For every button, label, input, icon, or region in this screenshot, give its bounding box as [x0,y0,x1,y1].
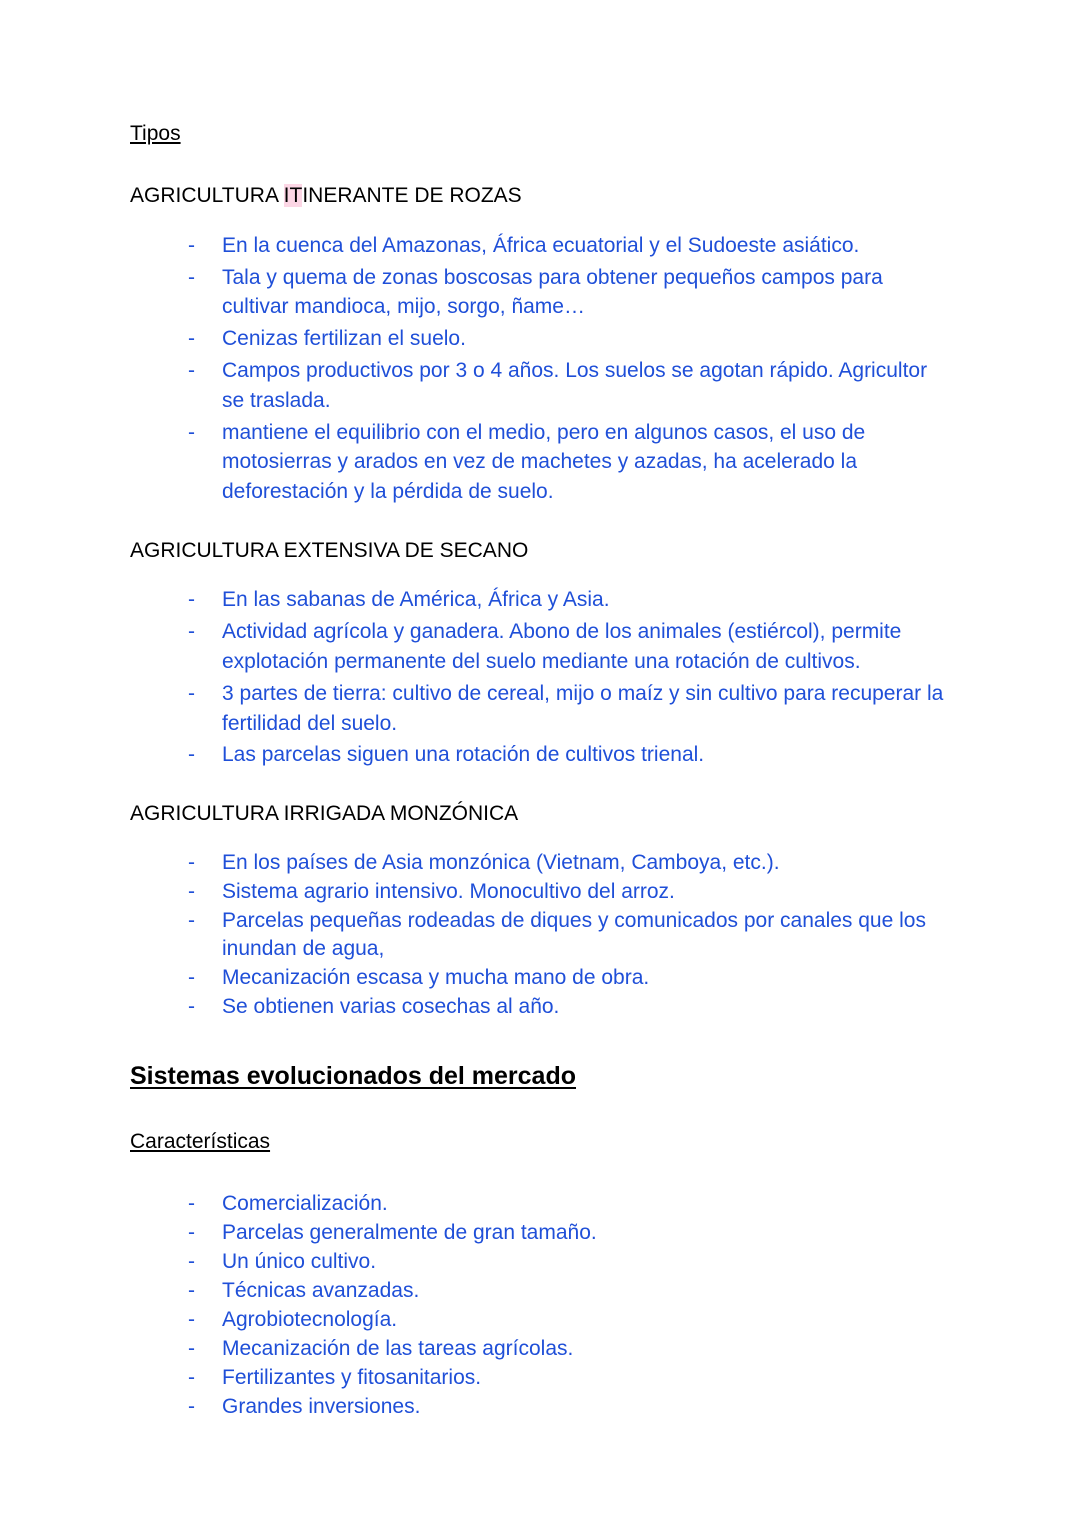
heading-agricultura-irrigada-monzonica [130,800,950,828]
heading-text-pre: AGRICULTURA [130,184,284,208]
list-item: - Agrobiotecnología. [160,1306,950,1335]
list-item: - mantiene el equilibrio con el medio, pero en algunos casos, el uso de motosierras y arados en vez de machetes y azadas, ha acelerado la deforestación y la pérdida de suelo. [160,418,950,507]
heading-sistemas-evolucionados: Sistemas evolucionados del mercado [130,1062,576,1091]
list-agricultura-itinerante [130,231,950,507]
list-item: - Sistema agrario intensivo. Monocultivo del arroz. [160,878,950,907]
list-item: - Parcelas pequeñas rodeadas de diques y comunicados por canales que los inundan de agua, [160,907,950,965]
list-agricultura-extensiva-secano [130,585,950,770]
list-item: - Técnicas avanzadas. [160,1277,950,1306]
heading-highlight: IT [283,184,303,208]
list-item: - Campos productivos por 3 o 4 años. Los suelos se agotan rápido. Agricultor se traslada. [160,356,950,416]
section-label-caracteristicas: Características [130,1130,271,1154]
list-item: - Las parcelas siguen una rotación de cultivos trienal. [160,740,950,770]
list-item: - Mecanización de las tareas agrícolas. [160,1335,950,1364]
list-item: - Tala y quema de zonas boscosas para obtener pequeños campos para cultivar mandioca, mijo, sorgo, ñame… [160,263,950,323]
list-caracteristicas [130,1190,950,1422]
list-item: - Cenizas fertilizan el suelo. [160,324,950,354]
heading-text-pre: AGRICULTURA IRRIGADA MONZÓNICA [130,802,519,826]
list-item: - Actividad agrícola y ganadera. Abono de los animales (estiércol), permite explotación permanente del suelo mediante una rotación de cultivos. [160,617,950,677]
list-item: - Comercialización. [160,1190,950,1219]
list-item: - Se obtienen varias cosechas al año. [160,993,950,1022]
heading-agricultura-extensiva-secano [130,537,950,565]
heading-agricultura-itinerante [130,182,950,210]
list-item: - 3 partes de tierra: cultivo de cereal, mijo o maíz y sin cultivo para recuperar la fertilidad del suelo. [160,679,950,739]
list-item: - Grandes inversiones. [160,1393,950,1422]
list-item: - Fertilizantes y fitosanitarios. [160,1364,950,1393]
list-item: - En la cuenca del Amazonas, África ecuatorial y el Sudoeste asiático. [160,231,950,261]
list-item: - Mecanización escasa y mucha mano de obra. [160,964,950,993]
list-item: - Un único cultivo. [160,1248,950,1277]
section-label-tipos: Tipos [130,122,181,145]
list-item: - En los países de Asia monzónica (Vietnam, Camboya, etc.). [160,849,950,878]
heading-text-post: INERANTE DE ROZAS [302,184,522,208]
list-agricultura-irrigada-monzonica [130,849,950,1023]
heading-text-pre: AGRICULTURA EXTENSIVA DE SECANO [130,539,529,562]
list-item: - En las sabanas de América, África y Asia. [160,585,950,615]
list-item: - Parcelas generalmente de gran tamaño. [160,1219,950,1248]
